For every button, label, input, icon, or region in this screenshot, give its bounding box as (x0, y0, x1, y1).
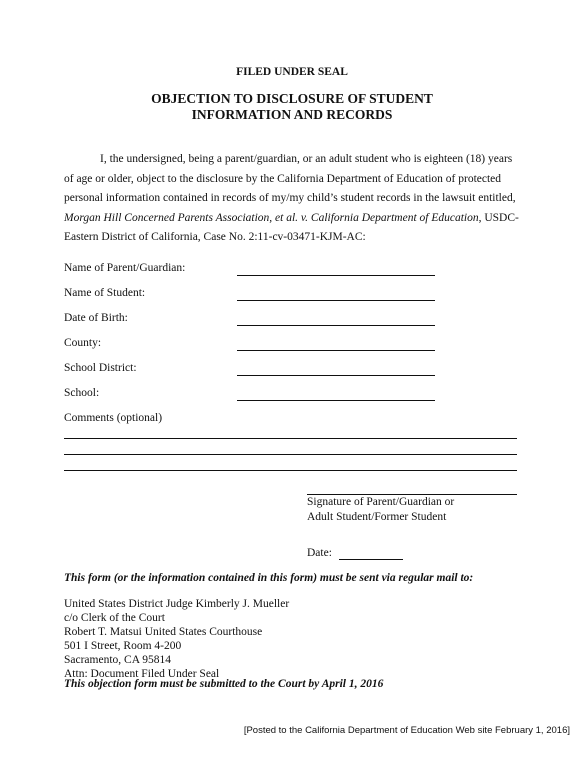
posted-footer: [Posted to the California Department of Education Web site February 1, 2016] (243, 725, 570, 736)
field-label-school: School: (64, 387, 100, 399)
field-label-dob: Date of Birth: (64, 312, 128, 324)
comments-line-1[interactable] (64, 438, 517, 439)
field-line-parent[interactable] (237, 275, 435, 276)
field-line-dob[interactable] (237, 325, 435, 326)
date-label: Date: (307, 547, 332, 559)
address-line: c/o Clerk of the Court (64, 612, 165, 624)
intro-text-part2: , USDC-Eastern District of California, Case No. 2:11-cv-03471-KJM-AC: (64, 211, 519, 243)
form-title-line1: OBJECTION TO DISCLOSURE OF STUDENT (151, 91, 433, 106)
address-line: Sacramento, CA 95814 (64, 654, 171, 666)
address-line: Robert T. Matsui United States Courthouse (64, 626, 263, 638)
field-label-district: School District: (64, 362, 137, 374)
address-line: 501 I Street, Room 4-200 (64, 640, 182, 652)
field-line-district[interactable] (237, 375, 435, 376)
field-label-student: Name of Student: (64, 287, 146, 299)
signature-caption-line2: Adult Student/Former Student (307, 511, 447, 523)
address-line: United States District Judge Kimberly J. Mueller (64, 598, 290, 610)
intro-text-part1: I, the undersigned, being a parent/guardian, or an adult student who is eighteen (18) years of age or older, object to the disclosure by the California Department of Education of protected personal information contained in records of my/my child’s student records in the lawsuit entitled, (64, 153, 516, 204)
address-line: Attn: Document Filed Under Seal (64, 668, 220, 680)
signature-caption-line1: Signature of Parent/Guardian or (307, 496, 455, 508)
intro-paragraph (64, 150, 524, 248)
form-title (0, 91, 584, 123)
filed-under-seal-heading: FILED UNDER SEAL (236, 66, 348, 78)
comments-line-3[interactable] (64, 470, 517, 471)
date-line[interactable] (339, 559, 403, 560)
comments-line-2[interactable] (64, 454, 517, 455)
submission-deadline: This objection form must be submitted to the Court by April 1, 2016 (64, 678, 384, 690)
mail-instruction: This form (or the information contained in this form) must be sent via regular mail to: (64, 572, 474, 584)
field-line-student[interactable] (237, 300, 435, 301)
comments-label: Comments (optional) (64, 412, 163, 424)
field-line-county[interactable] (237, 350, 435, 351)
field-label-county: County: (64, 337, 102, 349)
field-label-parent: Name of Parent/Guardian: (64, 262, 186, 274)
mailing-address (64, 597, 289, 681)
form-title-line2: INFORMATION AND RECORDS (191, 107, 393, 122)
case-name: Morgan Hill Concerned Parents Association, et al. v. California Department of Education (64, 211, 479, 224)
field-line-school[interactable] (237, 400, 435, 401)
signature-caption (307, 495, 454, 525)
